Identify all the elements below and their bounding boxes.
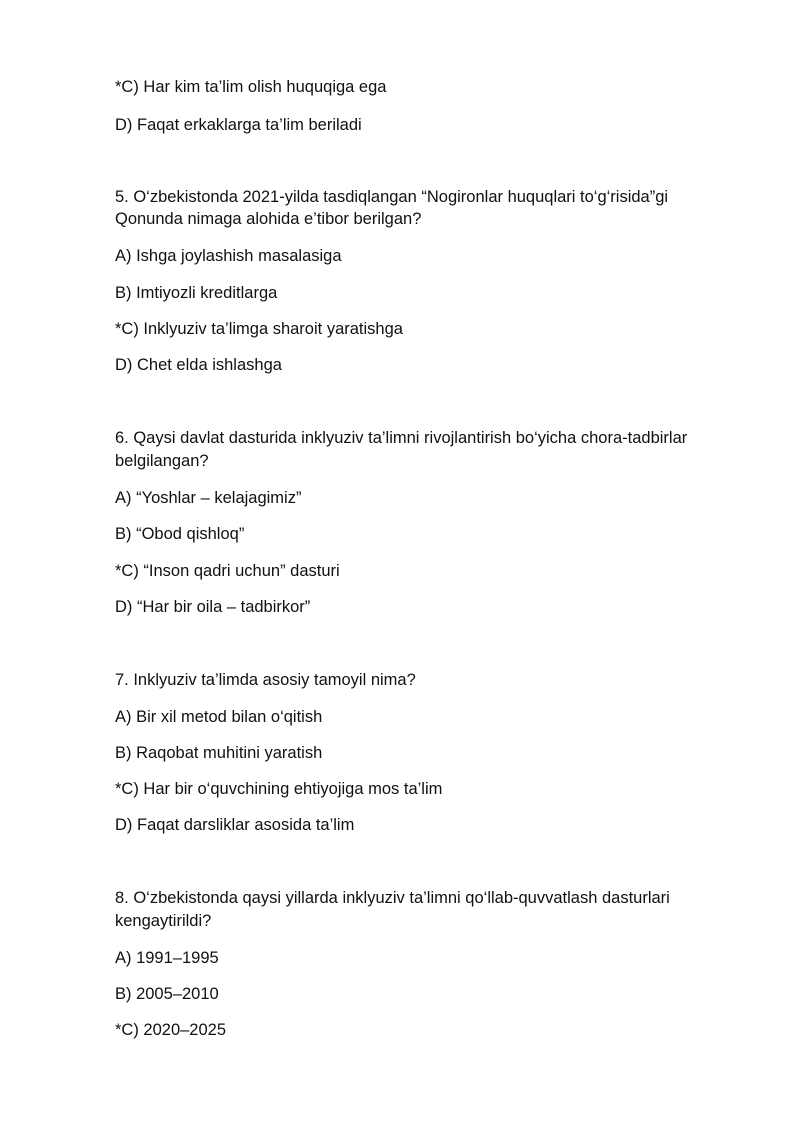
answer-option: B) Raqobat muhitini yaratish <box>115 744 323 762</box>
question-text: 7. Inklyuziv ta’limda asosiy tamoyil nima? <box>115 671 416 689</box>
answer-option: B) Imtiyozli kreditlarga <box>115 284 278 302</box>
answer-option-correct: *C) Har bir o‘quvchining ehtiyojiga mos ta’lim <box>115 780 443 798</box>
answer-option-correct: *C) Inklyuziv ta’limga sharoit yaratishga <box>115 320 403 338</box>
answer-option: D) Chet elda ishlashga <box>115 356 282 374</box>
answer-option: D) Faqat darsliklar asosida ta’lim <box>115 816 355 834</box>
question-text: 5. O‘zbekistonda 2021-yilda tasdiqlangan “Nogironlar huquqlari to‘g‘risida”gi <box>115 188 669 206</box>
answer-option: A) Ishga joylashish masalasiga <box>115 247 342 265</box>
question-text-continued: kengaytirildi? <box>115 912 212 930</box>
question-text-continued: belgilangan? <box>115 452 209 470</box>
answer-option-correct: *C) 2020–2025 <box>115 1021 227 1039</box>
question-text: 6. Qaysi davlat dasturida inklyuziv ta’limni rivojlantirish bo‘yicha chora-tadbirlar <box>115 429 688 447</box>
question-text-continued: Qonunda nimaga alohida e’tibor berilgan? <box>115 210 422 228</box>
answer-option: A) 1991–1995 <box>115 949 219 967</box>
answer-option-correct: *C) “Inson qadri uchun” dasturi <box>115 562 340 580</box>
answer-option: B) 2005–2010 <box>115 985 219 1003</box>
answer-option: D) “Har bir oila – tadbirkor” <box>115 598 311 616</box>
question-text: 8. O‘zbekistonda qaysi yillarda inklyuziv ta’limni qo‘llab-quvvatlash dasturlari <box>115 889 670 907</box>
answer-option: B) “Obod qishloq” <box>115 525 245 543</box>
answer-option: D) Faqat erkaklarga ta’lim beriladi <box>115 116 362 134</box>
answer-option: A) Bir xil metod bilan o‘qitish <box>115 708 323 726</box>
answer-option: A) “Yoshlar – kelajagimiz” <box>115 489 302 507</box>
answer-option-correct: *C) Har kim ta’lim olish huquqiga ega <box>115 78 387 96</box>
